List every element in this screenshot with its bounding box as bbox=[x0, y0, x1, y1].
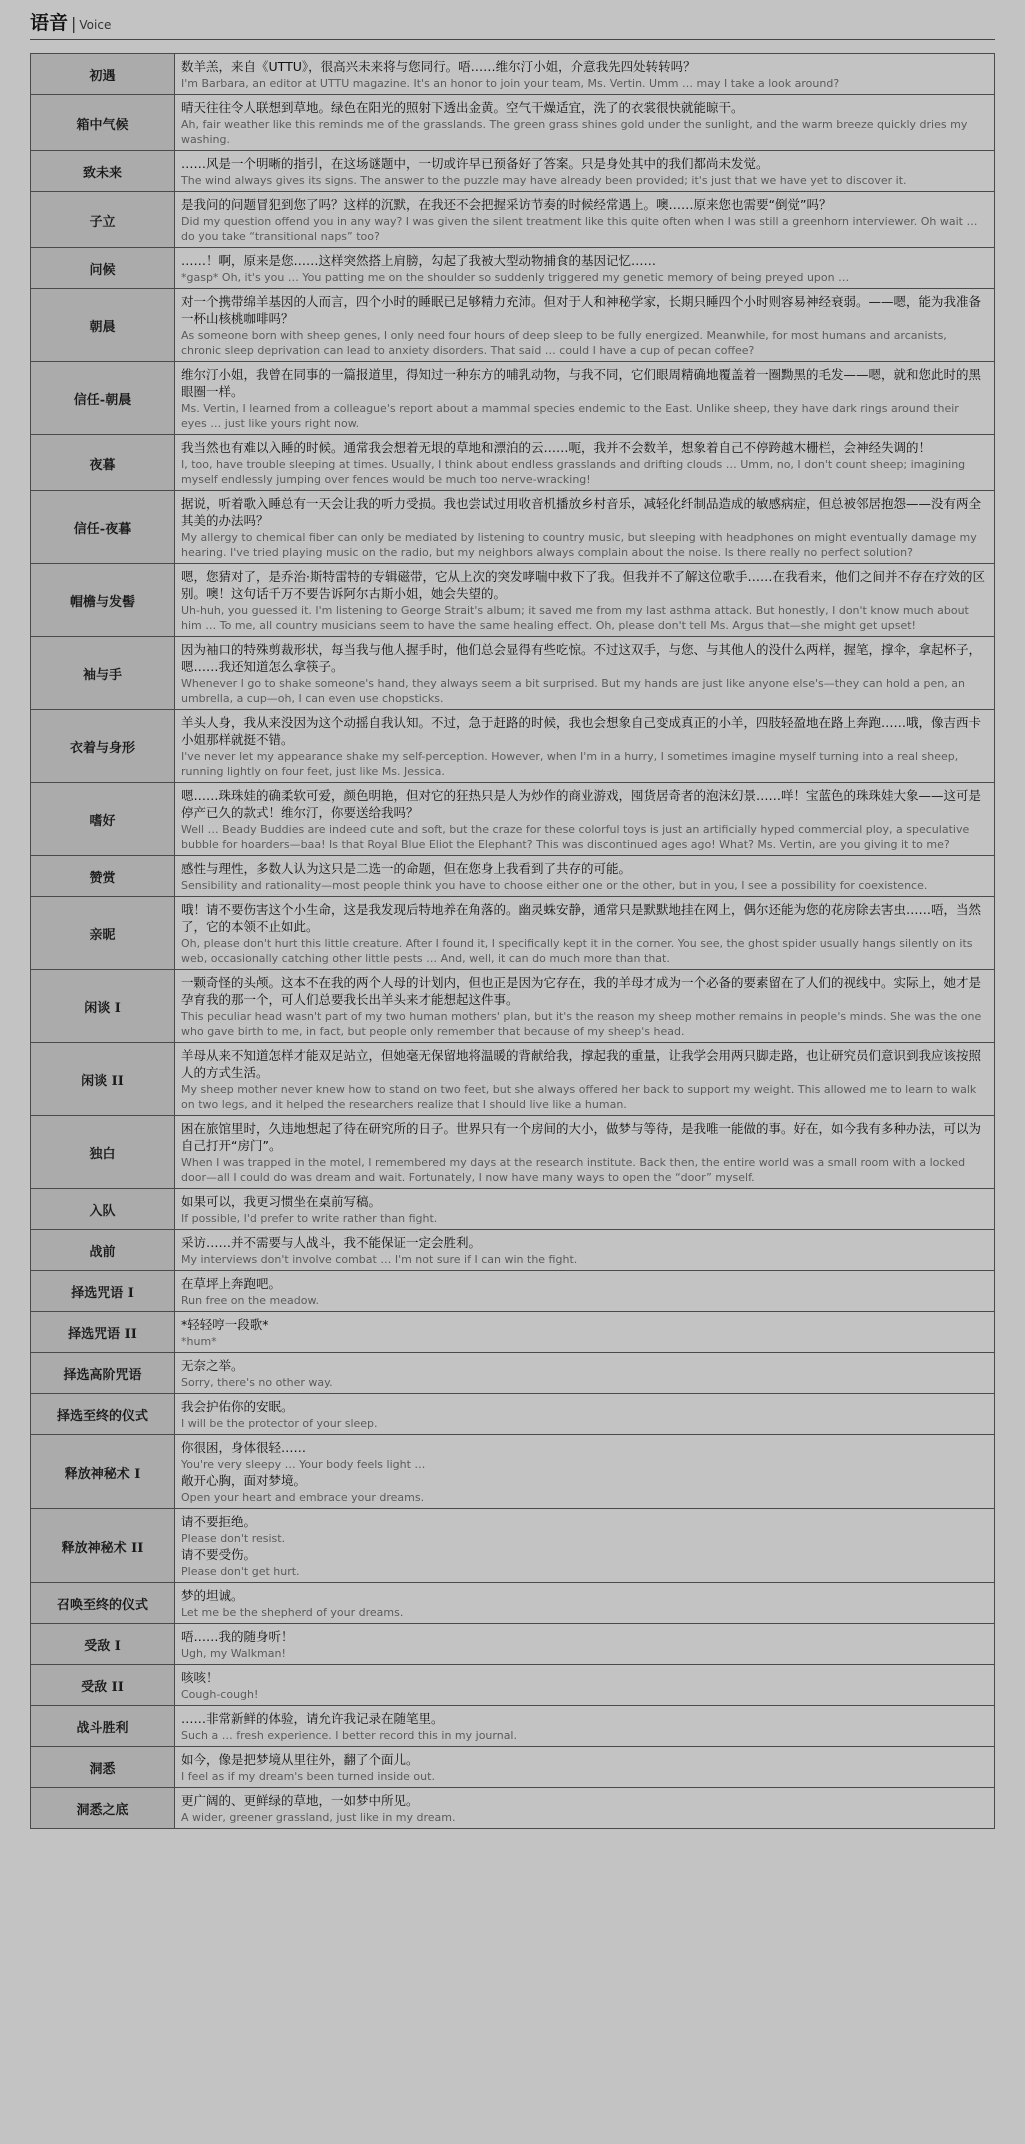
voice-line-chinese: 羊母从来不知道怎样才能双足站立，但她毫无保留地将温暖的背献给我，撑起我的重量，让我学会用两只脚走路，也让研究员们意识到我应该按照人的方式生活。 bbox=[181, 1048, 982, 1080]
voice-line-chinese: 数羊羔，来自《UTTU》，很高兴未来将与您同行。唔……维尔汀小姐，介意我先四处转转吗？ bbox=[181, 59, 696, 74]
voice-line-chinese: 对一个携带绵羊基因的人而言，四个小时的睡眠已足够精力充沛。但对于人和神秘学家，长期只睡四个小时则容易神经衰弱。——嗯，能为我准备一杯山核桃咖啡吗？ bbox=[181, 294, 982, 326]
voice-line-english: This peculiar head wasn't part of my two human mothers' plan, but it's the reason my sheep mother remains in people's minds. She was the one who gave birth to me, in fact, but people only remember that because of my sheep's head. bbox=[181, 1010, 982, 1038]
voice-line-label: 洞悉之底 bbox=[31, 1788, 175, 1829]
voice-line-label: 入队 bbox=[31, 1189, 175, 1230]
voice-line-content bbox=[175, 435, 995, 491]
voice-line-english: Did my question offend you in any way? I was given the silent treatment like this quite often when I was still a greenhorn interviewer. Oh wait … do you take “transitional naps” too? bbox=[181, 215, 978, 243]
voice-line-english: My interviews don't involve combat … I'm not sure if I can win the fight. bbox=[181, 1253, 578, 1266]
voice-line-label: 择选咒语 II bbox=[31, 1312, 175, 1353]
voice-line-chinese: 如今，像是把梦境从里往外，翻了个面儿。 bbox=[181, 1752, 419, 1767]
voice-row bbox=[31, 1665, 995, 1706]
voice-row bbox=[31, 1624, 995, 1665]
voice-line-english: Uh-huh, you guessed it. I'm listening to George Strait's album; it saved me from my last asthma attack. But honestly, I don't know much about him … To me, all country musicians seem to have the same healing effect. Oh, please don't tell Ms. Argus that—she might get upset! bbox=[181, 604, 969, 632]
voice-line-chinese: 我会护佑你的安眠。 bbox=[181, 1399, 294, 1414]
voice-line-english: Sensibility and rationality—most people think you have to choose either one or the other, but in you, I see a possibility for coexistence. bbox=[181, 879, 928, 892]
voice-line-label: 子立 bbox=[31, 192, 175, 248]
voice-row bbox=[31, 362, 995, 435]
voice-line-english: Well … Beady Buddies are indeed cute and soft, but the craze for these colorful toys is just an artificially hyped commercial ploy, a speculative bubble for hoarders—baa! Is that Royal Blue Eliot the Elephant? This was discontinued ages ago! What? Ms. Vertin, are you giving it to me? bbox=[181, 823, 970, 851]
voice-line-chinese: 如果可以，我更习惯坐在桌前写稿。 bbox=[181, 1194, 382, 1209]
voice-line-label: 独白 bbox=[31, 1116, 175, 1189]
voice-line-chinese: 在草坪上奔跑吧。 bbox=[181, 1276, 282, 1291]
voice-line-content bbox=[175, 970, 995, 1043]
voice-row bbox=[31, 783, 995, 856]
voice-row bbox=[31, 248, 995, 289]
voice-row bbox=[31, 1230, 995, 1271]
voice-row bbox=[31, 970, 995, 1043]
voice-line-label: 受敌 I bbox=[31, 1624, 175, 1665]
voice-line-content bbox=[175, 1230, 995, 1271]
voice-line-label: 受敌 II bbox=[31, 1665, 175, 1706]
voice-line-chinese: 唔……我的随身听！ bbox=[181, 1629, 294, 1644]
voice-line-english: My sheep mother never knew how to stand on two feet, but she always offered her back to support my weight. This allowed me to learn to walk on two legs, and it helped the researchers realize that I should live like a human. bbox=[181, 1083, 977, 1111]
voice-row bbox=[31, 1312, 995, 1353]
voice-row bbox=[31, 1509, 995, 1583]
voice-row bbox=[31, 637, 995, 710]
voice-line-content bbox=[175, 1583, 995, 1624]
voice-line-english: I will be the protector of your sleep. bbox=[181, 1417, 378, 1430]
voice-row bbox=[31, 710, 995, 783]
voice-line-english: Please don't resist. bbox=[181, 1532, 286, 1545]
voice-row bbox=[31, 1788, 995, 1829]
voice-row bbox=[31, 1747, 995, 1788]
voice-line-chinese: 敞开心胸，面对梦境。 bbox=[181, 1473, 307, 1488]
voice-line-label: 战前 bbox=[31, 1230, 175, 1271]
voice-row bbox=[31, 95, 995, 151]
voice-line-content bbox=[175, 1189, 995, 1230]
voice-line-english: Cough-cough! bbox=[181, 1688, 259, 1701]
section-title: 语音 bbox=[30, 12, 69, 34]
voice-row bbox=[31, 897, 995, 970]
voice-line-chinese: 我当然也有难以入睡的时候。通常我会想着无垠的草地和漂泊的云……呃，我并不会数羊，想象着自己不停跨越木栅栏，会神经失调的！ bbox=[181, 440, 932, 455]
voice-line-chinese: 因为袖口的特殊剪裁形状，每当我与他人握手时，他们总会显得有些吃惊。不过这双手，与您、与其他人的没什么两样，握笔，撑伞，拿起杯子，嗯……我还知道怎么拿筷子。 bbox=[181, 642, 982, 674]
voice-line-english: Ms. Vertin, I learned from a colleague's report about a mammal species endemic to the East. Unlike sheep, they have dark rings around their eyes … just like yours right now. bbox=[181, 402, 959, 430]
voice-row bbox=[31, 1271, 995, 1312]
voice-line-english: I, too, have trouble sleeping at times. Usually, I think about endless grasslands and drifting clouds … Umm, no, I don't count sheep; imagining myself endlessly jumping over fences would be much too nerve-wracking! bbox=[181, 458, 966, 486]
voice-line-english: When I was trapped in the motel, I remembered my days at the research institute. Back then, the entire world was a small room with a locked door—all I could do was dream and wait. Fortunately, I now have many ways to open the “door” myself. bbox=[181, 1156, 966, 1184]
voice-line-content bbox=[175, 856, 995, 897]
voice-line-label: 亲昵 bbox=[31, 897, 175, 970]
voice-line-content bbox=[175, 1665, 995, 1706]
voice-line-content bbox=[175, 1353, 995, 1394]
voice-line-label: 召唤至终的仪式 bbox=[31, 1583, 175, 1624]
voice-line-label: 嗜好 bbox=[31, 783, 175, 856]
voice-row bbox=[31, 192, 995, 248]
voice-row bbox=[31, 151, 995, 192]
voice-line-chinese: 采访……并不需要与人战斗，我不能保证一定会胜利。 bbox=[181, 1235, 482, 1250]
voice-line-english: Ugh, my Walkman! bbox=[181, 1647, 286, 1660]
voice-line-label: 夜暮 bbox=[31, 435, 175, 491]
voice-line-english: As someone born with sheep genes, I only need four hours of deep sleep to be fully energized. Meanwhile, for most humans and arcanists, chronic sleep deprivation can lead to anxiety disorders. That said … could I have a cup of pecan coffee? bbox=[181, 329, 947, 357]
voice-line-label: 赞赏 bbox=[31, 856, 175, 897]
voice-line-content bbox=[175, 1394, 995, 1435]
voice-line-chinese: 哦！请不要伤害这个小生命，这是我发现后特地养在角落的。幽灵蛛安静，通常只是默默地挂在网上，偶尔还能为您的花房除去害虫……唔，当然了，它的本领不止如此。 bbox=[181, 902, 982, 934]
voice-line-english: I'm Barbara, an editor at UTTU magazine. It's an honor to join your team, Ms. Vertin. Umm … may I take a look around? bbox=[181, 77, 840, 90]
voice-row bbox=[31, 54, 995, 95]
voice-line-english: Whenever I go to shake someone's hand, they always seem a bit surprised. But my hands are just like anyone else's—they can hold a pen, an umbrella, a cup—oh, I can even use chopsticks. bbox=[181, 677, 965, 705]
voice-line-chinese: 更广阔的、更鲜绿的草地，一如梦中所见。 bbox=[181, 1793, 419, 1808]
voice-row bbox=[31, 564, 995, 637]
voice-line-content bbox=[175, 710, 995, 783]
voice-line-label: 信任-夜暮 bbox=[31, 491, 175, 564]
voice-line-label: 择选咒语 I bbox=[31, 1271, 175, 1312]
voice-line-chinese: 梦的坦诚。 bbox=[181, 1588, 244, 1603]
voice-row bbox=[31, 491, 995, 564]
voice-line-content bbox=[175, 897, 995, 970]
voice-line-content bbox=[175, 1624, 995, 1665]
voice-line-label: 信任-朝晨 bbox=[31, 362, 175, 435]
voice-line-content bbox=[175, 1116, 995, 1189]
voice-line-chinese: ……非常新鲜的体验，请允许我记录在随笔里。 bbox=[181, 1711, 444, 1726]
voice-line-chinese: 困在旅馆里时，久违地想起了待在研究所的日子。世界只有一个房间的大小，做梦与等待，是我唯一能做的事。好在，如今我有多种办法，可以为自己打开“房门”。 bbox=[181, 1121, 982, 1153]
voice-row bbox=[31, 435, 995, 491]
voice-line-english: Please don't get hurt. bbox=[181, 1565, 300, 1578]
voice-line-chinese: ……风是一个明晰的指引，在这场谜题中，一切或许早已预备好了答案。只是身处其中的我们都尚未发觉。 bbox=[181, 156, 769, 171]
voice-line-english: A wider, greener grassland, just like in my dream. bbox=[181, 1811, 456, 1824]
voice-line-label: 问候 bbox=[31, 248, 175, 289]
voice-line-content bbox=[175, 151, 995, 192]
voice-line-chinese: 晴天往往令人联想到草地。绿色在阳光的照射下透出金黄。空气干燥适宜，洗了的衣裳很快就能晾干。 bbox=[181, 100, 744, 115]
voice-line-label: 箱中气候 bbox=[31, 95, 175, 151]
voice-line-label: 择选高阶咒语 bbox=[31, 1353, 175, 1394]
voice-row bbox=[31, 1394, 995, 1435]
voice-line-chinese: 一颗奇怪的头颅。这本不在我的两个人母的计划内，但也正是因为它存在，我的羊母才成为一个必备的要素留在了人们的视线中。实际上，她才是孕育我的那一个，可人们总要我长出羊头来才能想起这件事。 bbox=[181, 975, 982, 1007]
voice-line-content bbox=[175, 783, 995, 856]
voice-line-content bbox=[175, 95, 995, 151]
voice-line-content bbox=[175, 1706, 995, 1747]
voice-line-english: I've never let my appearance shake my self-perception. However, when I'm in a hurry, I sometimes imagine myself turning into a real sheep, running lightly on four feet, just like Ms. Jessica. bbox=[181, 750, 959, 778]
voice-row bbox=[31, 1116, 995, 1189]
voice-line-english: Sorry, there's no other way. bbox=[181, 1376, 333, 1389]
section-header bbox=[30, 8, 995, 40]
voice-line-label: 释放神秘术 I bbox=[31, 1435, 175, 1509]
title-separator: | bbox=[71, 14, 77, 33]
voice-line-english: *hum* bbox=[181, 1335, 217, 1348]
section-subtitle: Voice bbox=[79, 18, 112, 32]
voice-row bbox=[31, 1583, 995, 1624]
voice-row bbox=[31, 1706, 995, 1747]
voice-line-content bbox=[175, 1312, 995, 1353]
voice-line-english: The wind always gives its signs. The answer to the puzzle may have already been provided; it's just that we have yet to discover it. bbox=[181, 174, 907, 187]
voice-line-chinese: *轻轻哼一段歌* bbox=[181, 1317, 269, 1332]
voice-line-english: Let me be the shepherd of your dreams. bbox=[181, 1606, 404, 1619]
voice-line-chinese: 嗯……珠珠娃的确柔软可爱，颜色明艳，但对它的狂热只是人为炒作的商业游戏，囤货居奇者的泡沫幻景……咩！宝蓝色的珠珠娃大象——这可是停产已久的款式！维尔汀，你要送给我吗？ bbox=[181, 788, 982, 820]
voice-line-label: 战斗胜利 bbox=[31, 1706, 175, 1747]
voice-line-content bbox=[175, 491, 995, 564]
voice-line-content bbox=[175, 289, 995, 362]
voice-line-label: 初遇 bbox=[31, 54, 175, 95]
voice-row bbox=[31, 1043, 995, 1116]
voice-line-english: If possible, I'd prefer to write rather than fight. bbox=[181, 1212, 438, 1225]
voice-line-content bbox=[175, 1435, 995, 1509]
voice-line-chinese: 羊头人身，我从来没因为这个动摇自我认知。不过，急于赶路的时候，我也会想象自己变成真正的小羊，四肢轻盈地在路上奔跑……哦，像吉西卡小姐那样就挺不错。 bbox=[181, 715, 982, 747]
voice-line-label: 朝晨 bbox=[31, 289, 175, 362]
voice-line-chinese: 维尔汀小姐，我曾在同事的一篇报道里，得知过一种东方的哺乳动物，与我不同，它们眼周精确地覆盖着一圈黝黑的毛发——嗯，就和您此时的黑眼圈一样。 bbox=[181, 367, 982, 399]
voice-line-label: 致未来 bbox=[31, 151, 175, 192]
voice-line-english: I feel as if my dream's been turned inside out. bbox=[181, 1770, 435, 1783]
voice-line-content bbox=[175, 192, 995, 248]
voice-line-content bbox=[175, 54, 995, 95]
voice-row bbox=[31, 289, 995, 362]
voice-line-english: Open your heart and embrace your dreams. bbox=[181, 1491, 425, 1504]
voice-line-english: Ah, fair weather like this reminds me of the grasslands. The green grass shines gold under the sunlight, and the warm breeze quickly dries my washing. bbox=[181, 118, 968, 146]
voice-line-content bbox=[175, 1788, 995, 1829]
voice-row bbox=[31, 1189, 995, 1230]
voice-line-content bbox=[175, 362, 995, 435]
voice-line-chinese: 请不要受伤。 bbox=[181, 1547, 257, 1562]
voice-line-content bbox=[175, 1043, 995, 1116]
voice-line-chinese: 感性与理性，多数人认为这只是二选一的命题，但在您身上我看到了共存的可能。 bbox=[181, 861, 632, 876]
voice-line-english: Oh, please don't hurt this little creature. After I found it, I specifically kept it in the corner. You see, the ghost spider usually hangs silently on its web, occasionally catching other little pests … And, well, it can do much more than that. bbox=[181, 937, 973, 965]
voice-line-english: You're very sleepy … Your body feels light … bbox=[181, 1458, 426, 1471]
voice-line-label: 衣着与身形 bbox=[31, 710, 175, 783]
voice-line-chinese: 是我问的问题冒犯到您了吗？这样的沉默，在我还不会把握采访节奏的时候经常遇上。噢……原来您也需要“倒觉”吗？ bbox=[181, 197, 832, 212]
voice-lines-table bbox=[30, 53, 995, 1829]
voice-line-english: Run free on the meadow. bbox=[181, 1294, 319, 1307]
voice-line-content bbox=[175, 1509, 995, 1583]
voice-line-chinese: 请不要拒绝。 bbox=[181, 1514, 257, 1529]
voice-line-label: 择选至终的仪式 bbox=[31, 1394, 175, 1435]
voice-line-label: 帽檐与发髻 bbox=[31, 564, 175, 637]
voice-line-label: 洞悉 bbox=[31, 1747, 175, 1788]
voice-line-english: Such a … fresh experience. I better record this in my journal. bbox=[181, 1729, 517, 1742]
voice-line-content bbox=[175, 564, 995, 637]
voice-line-chinese: 嗯，您猜对了，是乔治·斯特雷特的专辑磁带，它从上次的突发哮喘中救下了我。但我并不了解这位歌手……在我看来，他们之间并不存在疗效的区别。噢！这句话千万不要告诉阿尔古斯小姐，她会失望的。 bbox=[181, 569, 985, 601]
voice-line-chinese: 无奈之举。 bbox=[181, 1358, 244, 1373]
voice-line-chinese: ……！啊，原来是您……这样突然搭上肩膀，勾起了我被大型动物捕食的基因记忆…… bbox=[181, 253, 657, 268]
voice-line-chinese: 据说，听着歌入睡总有一天会让我的听力受损。我也尝试过用收音机播放乡村音乐，减轻化纤制品造成的敏感病症，但总被邻居抱怨——没有两全其美的办法吗？ bbox=[181, 496, 982, 528]
voice-line-label: 闲谈 I bbox=[31, 970, 175, 1043]
voice-line-content bbox=[175, 1271, 995, 1312]
voice-line-content bbox=[175, 1747, 995, 1788]
voice-line-label: 袖与手 bbox=[31, 637, 175, 710]
voice-line-english: My allergy to chemical fiber can only be mediated by listening to country music, but sleeping with headphones on might eventually damage my hearing. I've tried playing music on the radio, but my neighbors always complain about the noise. Is there really no perfect solution? bbox=[181, 531, 977, 559]
voice-line-content bbox=[175, 248, 995, 289]
voice-line-chinese: 你很困，身体很轻…… bbox=[181, 1440, 307, 1455]
voice-row bbox=[31, 856, 995, 897]
voice-line-content bbox=[175, 637, 995, 710]
voice-row bbox=[31, 1435, 995, 1509]
voice-line-label: 闲谈 II bbox=[31, 1043, 175, 1116]
voice-line-english: *gasp* Oh, it's you … You patting me on the shoulder so suddenly triggered my genetic memory of being preyed upon … bbox=[181, 271, 850, 284]
voice-line-chinese: 咳咳！ bbox=[181, 1670, 219, 1685]
voice-line-label: 释放神秘术 II bbox=[31, 1509, 175, 1583]
voice-row bbox=[31, 1353, 995, 1394]
